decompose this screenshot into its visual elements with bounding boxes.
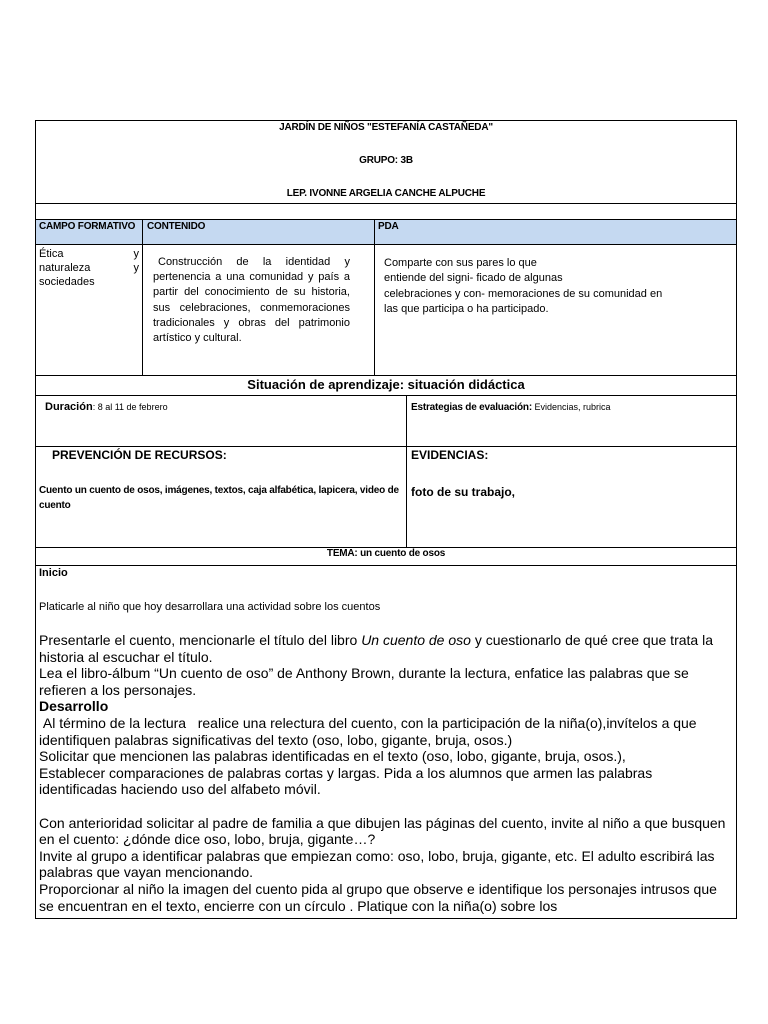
pda-line: Comparte con sus pares lo que — [384, 257, 537, 269]
pda-line: entiende del signi- ficado de algunas — [384, 272, 563, 285]
campo-line: naturaleza — [39, 262, 91, 274]
col-divider — [142, 219, 143, 375]
col-divider — [406, 395, 407, 547]
document-table — [35, 120, 737, 919]
divider — [36, 375, 736, 376]
paragraph: Solicitar que mencionen las palabras identificadas en el texto (oso, lobo, gigante, bruja, osos.), — [39, 748, 626, 765]
divider — [36, 446, 736, 447]
evidencias-label: EVIDENCIAS: — [411, 448, 489, 462]
paragraph-text: Presentarle el cuento, mencionarle el título del libro — [39, 632, 362, 648]
tema: TEMA: un cuento de osos — [326, 548, 446, 559]
campo-y: y — [133, 248, 139, 260]
divider — [36, 203, 736, 204]
estrategias-label: Estrategias de evaluación: — [411, 402, 532, 413]
pda-line: celebraciones y con- memoraciones de su comunidad en — [384, 287, 663, 300]
prevencion-value: Cuento un cuento de osos, imágenes, textos, caja alfabética, lapicera, video de cuento — [39, 485, 399, 511]
campo-y: y — [133, 262, 139, 274]
duracion-label: Duración — [45, 401, 93, 413]
inicio-text: Platicarle al niño que hoy desarrollara una actividad sobre los cuentos — [39, 601, 381, 613]
paragraph — [39, 632, 733, 665]
prevencion-label: PREVENCIÓN DE RECURSOS: — [52, 448, 227, 462]
col-header-campo: CAMPO FORMATIVO — [39, 221, 136, 232]
paragraph: Invite al grupo a identificar palabras que empiezan como: oso, lobo, bruja, gigante, etc. El adulto escribirá las palabras que vayan mencionando. — [39, 847, 715, 881]
paragraph: Al término de la lectura realice una relectura del cuento, con la participación de la niña(o),invítelos a que identifiquen palabras significativas del texto (oso, lobo, gigante, bruja, osos.) — [39, 714, 701, 748]
contenido-text: Construcción de la identidad y pertenencia a una comunidad y país a partir del conocimiento de su historia, sus celebraciones, conmemoraciones tradicionales y obras del patrimonio artístico y cultural. — [153, 256, 350, 345]
col-header-contenido: CONTENIDO — [147, 221, 206, 232]
estrategias-value: Evidencias, rubrica — [531, 402, 611, 412]
col-divider — [374, 219, 375, 375]
situacion-title: Situación de aprendizaje: situación didáctica — [247, 377, 525, 392]
paragraph: Proporcionar al niño la imagen del cuento pida al grupo que observe e identifique los personajes intrusos que se encuentran en el texto, encierre con un círculo . Platique con la niña(o) sobre los — [39, 880, 717, 914]
paragraph: Lea el libro-álbum “Un cuento de oso” de Anthony Brown, durante la lectura, enfatice las palabras que se refieren a los personajes. — [39, 665, 689, 698]
pda-text — [384, 256, 729, 317]
col-header-pda: PDA — [378, 221, 399, 232]
pda-line: las que participa o ha participado. — [384, 302, 549, 315]
campo-formativo — [39, 247, 139, 289]
evidencias-value: foto de su trabajo, — [411, 485, 516, 499]
estrategias — [411, 397, 611, 415]
school-name: JARDÍN DE NIÑOS "ESTEFANÍA CASTAÑEDA" — [279, 122, 493, 133]
body-text — [39, 632, 733, 914]
duracion — [45, 397, 168, 415]
book-title: Un cuento de oso — [361, 632, 471, 648]
teacher-name: LEP. IVONNE ARGELIA CANCHE ALPUCHE — [286, 188, 486, 199]
campo-line: sociedades — [39, 276, 95, 288]
campo-line: Ética — [39, 248, 64, 260]
duracion-value: : 8 al 11 de febrero — [92, 402, 168, 412]
desarrollo-label: Desarrollo — [39, 698, 109, 715]
group-label: GRUPO: 3B — [359, 155, 413, 166]
paragraph: Con anterioridad solicitar al padre de familia a que dibujen las páginas del cuento, invite al niño a que busquen en el cuento: ¿dónde dice oso, lobo, bruja, gigante…? — [39, 814, 726, 848]
blank-line — [39, 798, 733, 815]
paragraph: Establecer comparaciones de palabras cortas y largas. Pida a los alumnos que armen las palabras identificadas haciendo uso del alfabeto móvil. — [39, 764, 653, 798]
divider — [36, 395, 736, 396]
divider — [36, 565, 736, 566]
paragraph-text: y cuestionarlo de qué cree que trata la historia al escuchar el título. — [39, 632, 713, 665]
inicio-label: Inicio — [39, 567, 68, 579]
